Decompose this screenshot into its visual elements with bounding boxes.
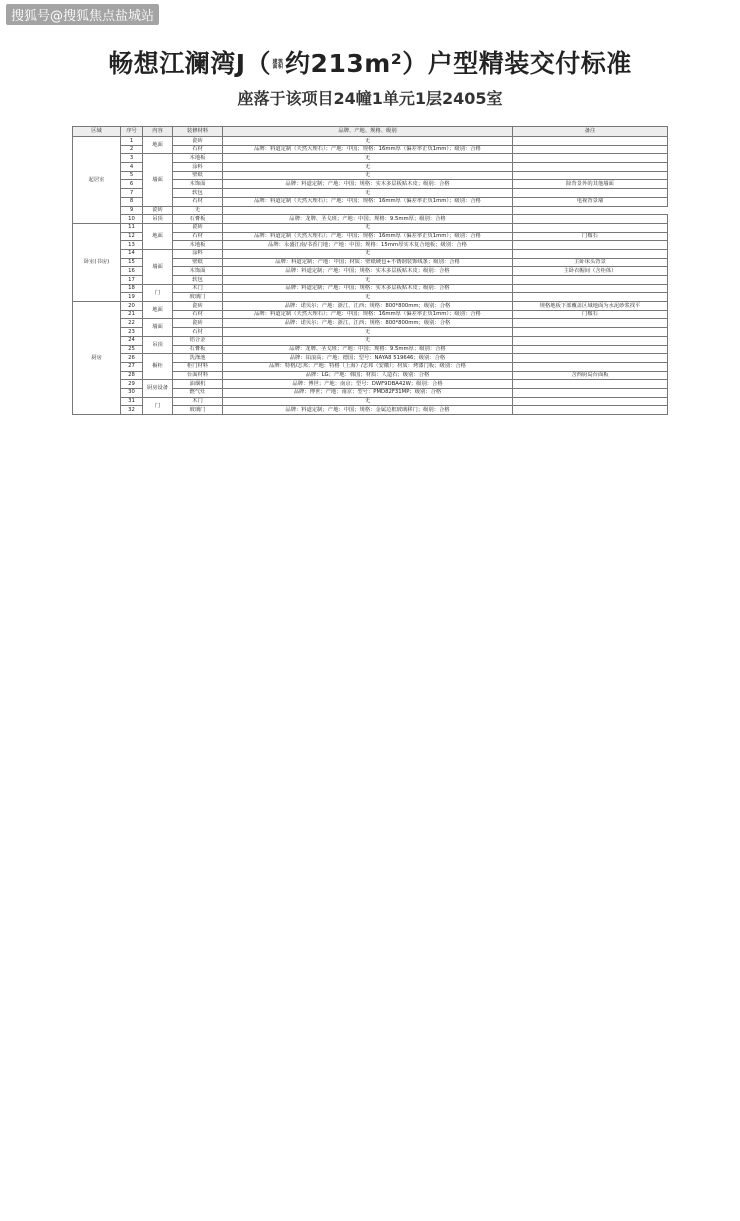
cell-note: 主卧床头背景 [513,258,668,267]
cell-no: 32 [121,406,143,415]
table-row [73,223,668,232]
cell-area: 起居室 [73,137,121,224]
cell-no: 31 [121,397,143,406]
cell-spec: 品牌：料道定制；产地：中国；规格：实木多层板贴木皮；级别：合格 [223,267,513,276]
cell-spec: 品牌：特格/志邦；产地：特格（上海）/志邦（安徽）；材质：烤漆门板；级别：合格 [223,362,513,371]
cell-spec: 无 [223,293,513,302]
title-prefix: 畅想江澜湾J（ [108,49,272,78]
cell-material: 涂料 [173,249,223,258]
cell-no: 21 [121,310,143,319]
cell-note [513,380,668,389]
page-subtitle: 座落于该项目24幢1单元1层2405室 [237,89,503,108]
cell-spec: 无 [223,328,513,337]
cell-spec: 品牌：博世；产地：南京；型号：PMD82F31MP；级别：合格 [223,388,513,397]
cell-no: 28 [121,371,143,380]
cell-no: 23 [121,328,143,337]
cell-note [513,276,668,285]
header-spec: 品牌、产地、规格、级别 [223,127,513,137]
cell-material: 石材 [173,328,223,337]
cell-material: 瓷砖 [143,206,173,215]
cell-note: 主卧衣帽间（含柜体） [513,267,668,276]
cell-material: 软包 [173,189,223,198]
cell-area: 厨房 [73,302,121,415]
cell-note [513,328,668,337]
cell-no: 26 [121,354,143,363]
cell-material: 壁纸 [173,171,223,180]
cell-note: 含西厨岛台面板 [513,371,668,380]
cell-note [513,354,668,363]
watermark: 搜狐号@搜狐焦点盐城站 [6,4,159,25]
cell-content: 墙面 [143,319,173,336]
header-material: 装修材料 [173,127,223,137]
cell-spec: 品牌：龙牌、圣戈班；产地：中国；规格：9.5mm厚；级别：合格 [223,215,513,224]
cell-no: 9 [121,206,143,215]
cell-spec: 品牌：料道定制（天然大理石）；产地：中国；规格：16mm厚（偏差率正负1mm）；级别：合格 [223,310,513,319]
cell-spec: 无 [173,206,223,215]
cell-material: 石材 [173,197,223,206]
cell-spec: 无 [223,276,513,285]
cell-note: 门槛石 [513,232,668,241]
header-no: 序号 [121,127,143,137]
table-row [73,284,668,293]
cell-material: 石材 [173,232,223,241]
cell-note [513,293,668,302]
cell-no: 3 [121,154,143,163]
cell-spec: 无 [223,336,513,345]
cell-no: 6 [121,180,143,189]
cell-material: 木地板 [173,154,223,163]
cell-material: 软包 [173,276,223,285]
cell-note [513,319,668,328]
cell-note [223,206,513,215]
cell-note [513,388,668,397]
cell-material: 铝合金 [173,336,223,345]
cell-spec: 品牌：料道定制（天然大理石）；产地：中国；规格：16mm厚（偏差率正负1mm）；级别：合格 [223,197,513,206]
cell-material: 玻璃门 [173,406,223,415]
cell-no: 1 [121,137,143,146]
cell-spec: 品牌：LG；产地：韩国；材质：人造石；级别：合格 [223,371,513,380]
cell-spec: 品牌：料道定制（天然大理石）；产地：中国；规格：16mm厚（偏差率正负1mm）；级别：合格 [223,145,513,154]
cell-material: 瓷砖 [173,302,223,311]
cell-note: 规格地板下部覆盖区域地面为水泥砂浆找平 [513,302,668,311]
cell-content: 厨房设备 [143,380,173,397]
table-row [73,154,668,163]
cell-spec: 品牌：博世；产地：南京；型号：DWF9DBA42W；级别：合格 [223,380,513,389]
cell-material: 石膏板 [173,345,223,354]
cell-spec: 品牌：诺贝尔；产地：浙江、江西；规格：800*800mm；级别：合格 [223,302,513,311]
cell-content: 吊顶 [143,336,173,353]
cell-content: 吊顶 [143,215,173,224]
cell-spec: 品牌：诺贝尔；产地：浙江、江西；规格：800*800mm；级别：合格 [223,319,513,328]
title-suffix: ）户型精装交付标准 [402,49,632,78]
table-header-row [73,127,668,137]
cell-material: 瓷砖 [173,223,223,232]
cell-no: 19 [121,293,143,302]
cell-material: 石材 [173,310,223,319]
cell-note [513,137,668,146]
cell-material: 木门 [173,397,223,406]
cell-spec: 品牌：料道定制；产地：中国；规格：实木多层板贴木皮；级别：合格 [223,180,513,189]
cell-no: 24 [121,336,143,345]
cell-content: 地面 [143,302,173,319]
table-row [73,354,668,363]
spec-table-wrapper [72,126,667,415]
cell-no: 5 [121,171,143,180]
spec-table [72,126,668,415]
header-area: 区域 [73,127,121,137]
cell-material: 木饰面 [173,267,223,276]
cell-note [513,241,668,250]
cell-material: 油烟机 [173,380,223,389]
table-row [73,336,668,345]
table-row [73,249,668,258]
cell-material: 燃气灶 [173,388,223,397]
cell-material: 木门 [173,284,223,293]
cell-spec: 无 [223,137,513,146]
cell-content: 墙面 [143,249,173,284]
cell-material: 木地板 [173,241,223,250]
cell-no: 14 [121,249,143,258]
table-row [73,319,668,328]
cell-no: 30 [121,388,143,397]
cell-material: 台面材料 [173,371,223,380]
header-content: 内容 [143,127,173,137]
cell-no: 17 [121,276,143,285]
cell-spec: 品牌：铂浪高；产地：德国；型号：NAYA8 519646；级别：合格 [223,354,513,363]
cell-content: 地面 [143,223,173,249]
cell-no: 20 [121,302,143,311]
cell-spec: 品牌：龙牌、圣戈班；产地：中国；规格：9.5mm厚；级别：合格 [223,345,513,354]
cell-spec: 无 [223,154,513,163]
cell-content: 橱柜 [143,354,173,380]
table-body [73,137,668,415]
cell-note [513,171,668,180]
cell-content: 地面 [143,137,173,154]
cell-content: 门 [143,284,173,301]
cell-spec: 品牌：料道定制；产地：中国；规格：实木多层板贴木皮；级别：合格 [223,284,513,293]
cell-note: 门槛石 [513,310,668,319]
cell-area: 卧室(书房) [73,223,121,301]
cell-no: 29 [121,380,143,389]
table-row [73,137,668,146]
cell-no: 16 [121,267,143,276]
cell-note [513,154,668,163]
cell-note: 除背景外的其他墙面 [513,180,668,189]
cell-note [513,145,668,154]
cell-note [513,189,668,198]
cell-spec: 无 [223,171,513,180]
cell-material: 壁纸 [173,258,223,267]
table-row [73,380,668,389]
cell-note [513,223,668,232]
cell-no: 15 [121,258,143,267]
title-superscript: 建筑 面积 [272,59,284,70]
cell-note [513,345,668,354]
cell-note [513,362,668,371]
table-row [73,302,668,311]
cell-note [513,163,668,172]
cell-spec: 无 [223,189,513,198]
header-note: 备注 [513,127,668,137]
cell-spec: 无 [223,249,513,258]
cell-note [513,336,668,345]
cell-spec: 品牌：料道定制；产地：中国；规格：金属边框玻璃移门；级别：合格 [223,406,513,415]
cell-material: 木饰面 [173,180,223,189]
cell-no: 18 [121,284,143,293]
cell-spec: 品牌：永盛江南/书香门地；产地：中国；规格：15mm厚实木复合地板；级别：合格 [223,241,513,250]
cell-material: 涂料 [173,163,223,172]
cell-no: 7 [121,189,143,198]
table-row [73,215,668,224]
cell-spec: 无 [223,223,513,232]
cell-no: 27 [121,362,143,371]
cell-no: 8 [121,197,143,206]
cell-material: 玻璃门 [173,293,223,302]
cell-material: 瓷砖 [173,137,223,146]
cell-no: 13 [121,241,143,250]
cell-content: 墙面 [143,154,173,206]
cell-no: 25 [121,345,143,354]
cell-note [513,406,668,415]
cell-no: 10 [121,215,143,224]
table-row [73,397,668,406]
cell-note [513,249,668,258]
table-row [73,206,668,215]
title-mid: 约213m² [285,49,403,78]
cell-spec: 无 [223,397,513,406]
cell-note [513,284,668,293]
cell-no: 22 [121,319,143,328]
cell-note [513,215,668,224]
cell-material: 瓷砖 [173,319,223,328]
cell-note [513,397,668,406]
cell-material: 石材 [173,145,223,154]
page-title [0,44,740,80]
cell-no: 12 [121,232,143,241]
cell-spec: 无 [223,163,513,172]
cell-spec: 品牌：科道定制；产地：中国；材质：壁纸硬包+不锈钢装饰线条；级别：合格 [223,258,513,267]
cell-material: 石膏板 [173,215,223,224]
cell-content: 门 [143,397,173,414]
cell-note: 电视背景墙 [513,197,668,206]
cell-spec: 品牌：料道定制（天然大理石）；产地：中国；规格：16mm厚（偏差率正负1mm）；级别：合格 [223,232,513,241]
cell-no: 2 [121,145,143,154]
cell-no: 11 [121,223,143,232]
cell-material: 洗涤池 [173,354,223,363]
cell-material: 柜门材料 [173,362,223,371]
cell-no: 4 [121,163,143,172]
